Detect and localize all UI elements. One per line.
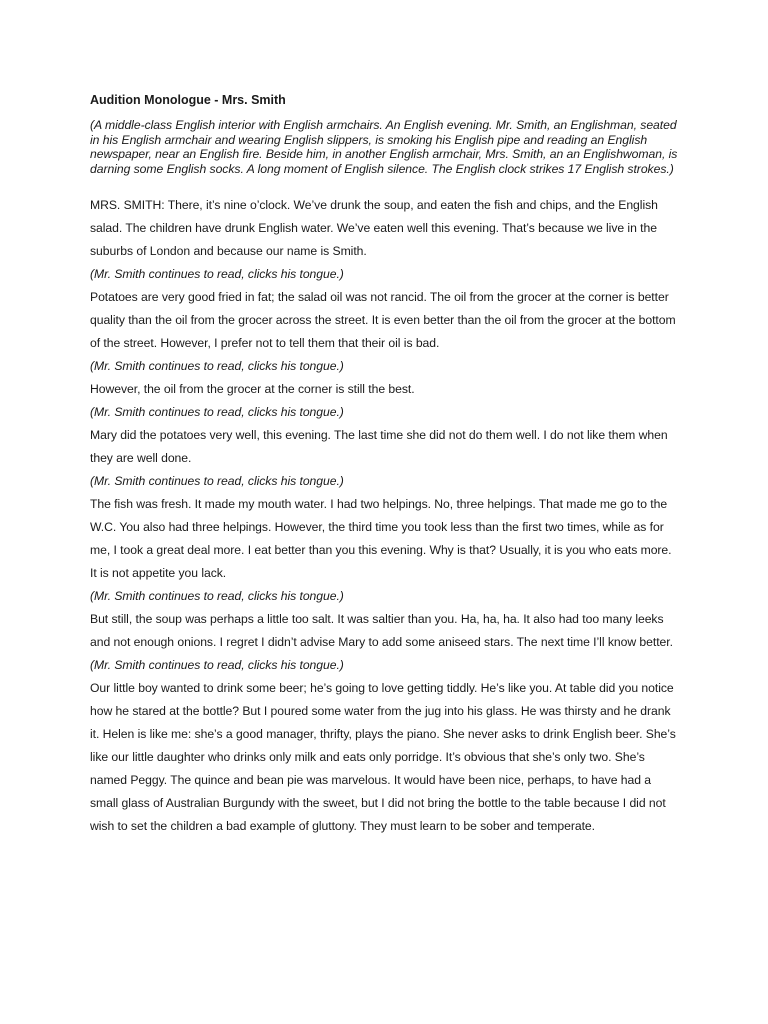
speech-paragraph: Mary did the potatoes very well, this evening. The last time she did not do them well. I do not like them when they are well done. [90, 428, 668, 466]
speech-paragraph: The fish was fresh. It made my mouth water. I had two helpings. No, three helpings. That made me go to the W.C. You also had three helpings. However, the third time you took less than the first two times, while as for me, I took a great deal more. I eat better than you this evening. Why is that? Usually, it is you who eats more. It is not appetite you lack. [90, 497, 672, 581]
stage-direction: (Mr. Smith continues to read, clicks his tongue.) [90, 589, 344, 604]
monologue-body [90, 194, 680, 838]
stage-direction: (Mr. Smith continues to read, clicks his tongue.) [90, 405, 344, 420]
speech-paragraph: Our little boy wanted to drink some beer; he’s going to love getting tiddly. He’s like you. At table did you notice how he stared at the bottle? But I poured some water from the jug into his glass. He was thirsty and he drank it. Helen is like me: she’s a good manager, thrifty, plays the piano. She never asks to drink English beer. She’s like our little daughter who drinks only milk and eats only porridge. It’s obvious that she’s only two. She’s named Peggy. The quince and bean pie was marvelous. It would have been nice, perhaps, to have had a small glass of Australian Burgundy with the sweet, but I did not bring the bottle to the table because I did not wish to set the children a bad example of gluttony. They must learn to be sober and temperate. [90, 681, 676, 834]
document-title: Audition Monologue - Mrs. Smith [90, 93, 286, 107]
stage-direction: (Mr. Smith continues to read, clicks his tongue.) [90, 267, 344, 282]
speech-paragraph: MRS. SMITH: There, it’s nine o’clock. We’ve drunk the soup, and eaten the fish and chips, and the English salad. The children have drunk English water. We’ve eaten well this evening. That’s because we live in the suburbs of London and because our name is Smith. [90, 198, 658, 259]
stage-direction: (Mr. Smith continues to read, clicks his tongue.) [90, 658, 344, 673]
stage-direction: (Mr. Smith continues to read, clicks his tongue.) [90, 474, 344, 489]
speech-paragraph: But still, the soup was perhaps a little too salt. It was saltier than you. Ha, ha, ha. It also had too many leeks and not enough onions. I regret I didn’t advise Mary to add some aniseed stars. The next time I’ll know better. [90, 612, 673, 650]
speech-paragraph: However, the oil from the grocer at the corner is still the best. [90, 382, 415, 397]
speech-paragraph: Potatoes are very good fried in fat; the salad oil was not rancid. The oil from the grocer at the corner is better quality than the oil from the grocer across the street. It is even better than the oil from the grocer at the bottom of the street. However, I prefer not to tell them that their oil is bad. [90, 290, 676, 351]
stage-direction: (Mr. Smith continues to read, clicks his tongue.) [90, 359, 344, 374]
stage-direction-intro: (A middle-class English interior with English armchairs. An English evening. Mr. Smith, an Englishman, seated in his English armchair and wearing English slippers, is smoking his English pipe and reading an English newspaper, near an English fire. Beside him, in another English armchair, Mrs. Smith, an an Englishwoman, is darning some English socks. A long moment of English silence. The English clock strikes 17 English strokes.) [90, 118, 678, 176]
